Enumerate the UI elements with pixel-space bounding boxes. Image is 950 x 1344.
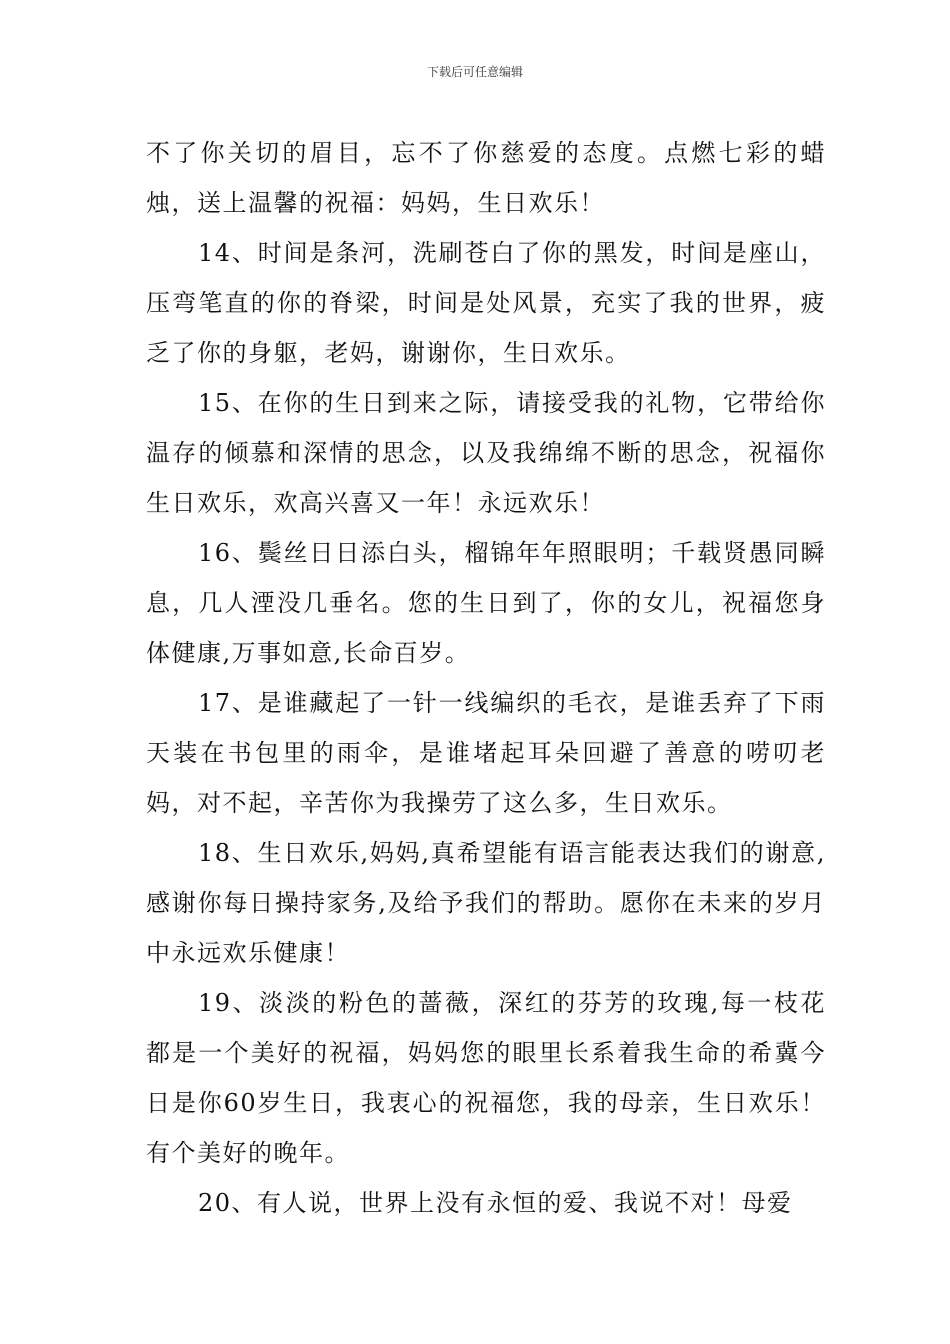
- paragraph-19: 19、淡淡的粉色的蔷薇，深红的芬芳的玫瑰,每一枝花都是一个美好的祝福，妈妈您的眼里长系着我生命的希冀今日是你60岁生日，我衷心的祝福您，我的母亲，生日欢乐！有个美好的晚年。: [146, 989, 826, 1167]
- paragraph-16: 16、鬓丝日日添白头，榴锦年年照眼明；千载贤愚同瞬息，几人湮没几垂名。您的生日到了，你的女儿，祝福您身体健康,万事如意,长命百岁。: [146, 539, 826, 667]
- paragraph-17: 17、是谁藏起了一针一线编织的毛衣，是谁丢弃了下雨天装在书包里的雨伞，是谁堵起耳朵回避了善意的唠叨老妈，对不起，辛苦你为我操劳了这么多，生日欢乐。: [146, 689, 826, 817]
- page-header: 下载后可任意编辑: [426, 65, 523, 79]
- paragraph-15: 15、在你的生日到来之际，请接受我的礼物，它带给你温存的倾慕和深情的思念，以及我绵绵不断的思念，祝福你生日欢乐，欢高兴喜又一年！永远欢乐！: [146, 389, 826, 517]
- paragraph-continued: 不了你关切的眉目，忘不了你慈爱的态度。点燃七彩的蜡烛，送上温馨的祝福：妈妈，生日欢乐！: [146, 139, 826, 217]
- paragraph-14: 14、时间是条河，洗刷苍白了你的黑发，时间是座山，压弯笔直的你的脊梁，时间是处风景，充实了我的世界，疲乏了你的身躯，老妈，谢谢你，生日欢乐。: [146, 239, 826, 367]
- document-body: [146, 128, 826, 1228]
- paragraph-20: 20、有人说，世界上没有永恒的爱、我说不对！母爱: [198, 1189, 793, 1217]
- paragraph-18: 18、生日欢乐,妈妈,真希望能有语言能表达我们的谢意,感谢你每日操持家务,及给予我们的帮助。愿你在未来的岁月中永远欢乐健康！: [146, 839, 826, 967]
